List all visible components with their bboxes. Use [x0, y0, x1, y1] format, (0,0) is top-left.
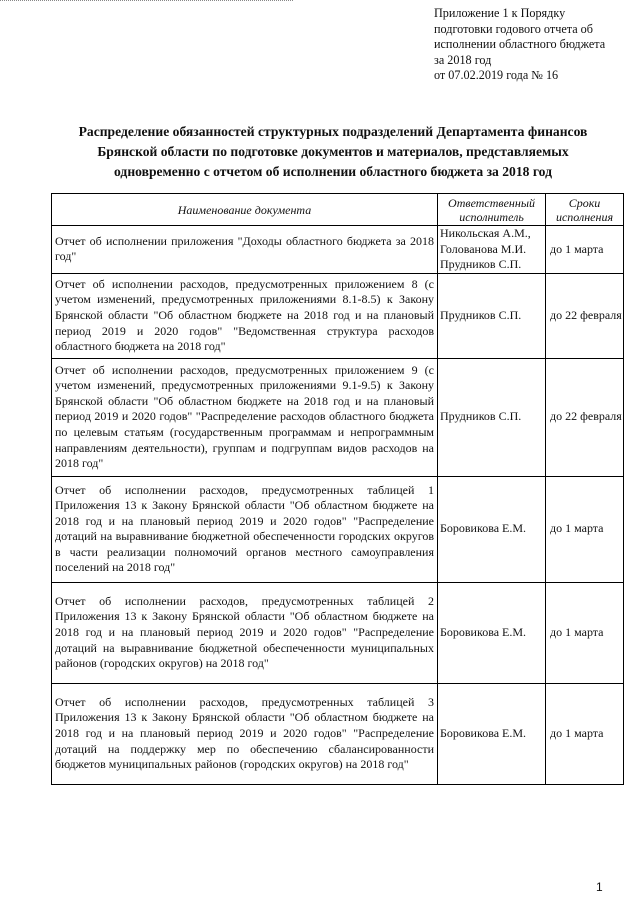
header-document: Наименование документа [52, 194, 438, 226]
table-row [52, 476, 624, 582]
table-row [52, 582, 624, 683]
table-row [52, 358, 624, 476]
document-cell: Отчет об исполнении расходов, предусмотренных таблицей 3 Приложения 13 к Закону Брянской области "Об областном бюджете на 2018 год и на плановый период 2019 и 2020 годов" "Распределение дотаций на поддержку мер по обеспечению сбалансированности бюджетов муниципальных районов (городских округов) на 2018 год" [52, 683, 438, 784]
appendix-line: подготовки годового отчета об [434, 21, 593, 36]
responsible-cell [438, 683, 546, 784]
deadline-cell: до 1 марта [546, 226, 624, 274]
table-row [52, 683, 624, 784]
appendix-line: от 07.02.2019 года № 16 [434, 68, 559, 83]
responsible-name: Боровикова Е.М. [440, 624, 527, 639]
deadline-cell: до 1 марта [546, 582, 624, 683]
responsible-name: Боровикова Е.М. [440, 725, 527, 740]
document-title [50, 122, 616, 182]
header-deadline-line1: Сроки [568, 195, 601, 210]
document-cell: Отчет об исполнении расходов, предусмотренных таблицей 2 Приложения 13 к Закону Брянской области "Об областном бюджете на 2018 год и на плановый период 2019 и 2020 годов" "Распределение дотаций на выравнивание бюджетной обеспеченности муниципальных районов (городских округов) на 2018 год" [52, 582, 438, 683]
document-cell: Отчет об исполнении расходов, предусмотренных приложением 8 (с учетом изменений, предусмотренных приложениями 8.1-8.5) к Закону Брянской области "Об областном бюджете на 2018 год и на плановый период 2019 и 2020 годов" "Ведомственная структура расходов областного бюджета на 2018 год" [52, 273, 438, 358]
deadline-cell: до 1 марта [546, 683, 624, 784]
responsible-cell [438, 273, 546, 358]
responsible-name: Никольская А.М., [440, 226, 531, 240]
appendix-note [434, 6, 634, 84]
title-line: одновременно с отчетом об исполнении областного бюджета за 2018 год [114, 164, 552, 179]
table-row [52, 273, 624, 358]
header-deadline [546, 194, 624, 226]
deadline-cell: до 22 февраля [546, 358, 624, 476]
responsible-cell [438, 582, 546, 683]
responsible-name: Голованова М.И. [440, 241, 527, 256]
page-number: 1 [596, 880, 603, 894]
header-responsible-line2: исполнитель [459, 209, 524, 224]
title-line: Брянской области по подготовке документов и материалов, представляемых [97, 144, 569, 159]
top-divider [0, 0, 293, 2]
responsible-name: Прудников С.П. [440, 307, 522, 322]
header-responsible [438, 194, 546, 226]
responsibilities-table [51, 193, 624, 785]
responsible-name: Прудников С.П. [440, 409, 522, 424]
responsible-name: Боровикова Е.М. [440, 521, 527, 536]
table-row [52, 226, 624, 274]
document-cell: Отчет об исполнении расходов, предусмотренных приложением 9 (с учетом изменений, предусмотренных приложениями 9.1-9.5) к Закону Брянской области "Об областном бюджете на 2018 год и на плановый период 2019 и 2020 годов" "Распределение расходов областного бюджета по целевым статьям (государственным программам и непрограммным направлениям деятельности), группам и подгруппам видов расходов на 2018 год" [52, 358, 438, 476]
title-line: Распределение обязанностей структурных подразделений Департамента финансов [78, 124, 588, 139]
deadline-cell: до 1 марта [546, 476, 624, 582]
appendix-line: Приложение 1 к Порядку [434, 6, 566, 20]
appendix-line: за 2018 год [434, 52, 492, 67]
document-cell: Отчет об исполнении приложения "Доходы областного бюджета за 2018 год" [52, 226, 438, 274]
responsible-name: Прудников С.П. [440, 257, 522, 272]
appendix-line: исполнении областного бюджета [434, 37, 606, 52]
responsible-cell [438, 476, 546, 582]
header-deadline-line2: исполнения [555, 209, 614, 224]
header-responsible-line1: Ответственный [448, 195, 535, 210]
deadline-cell: до 22 февраля [546, 273, 624, 358]
responsible-cell [438, 358, 546, 476]
responsible-cell [438, 226, 546, 274]
document-cell: Отчет об исполнении расходов, предусмотренных таблицей 1 Приложения 13 к Закону Брянской области "Об областном бюджете на 2018 год и на плановый период 2019 и 2020 годов" "Распределение дотаций на выравнивание бюджетной обеспеченности городских округов в части реализации полномочий органов местного самоуправления поселений на 2018 год" [52, 476, 438, 582]
table-header-row [52, 194, 624, 226]
